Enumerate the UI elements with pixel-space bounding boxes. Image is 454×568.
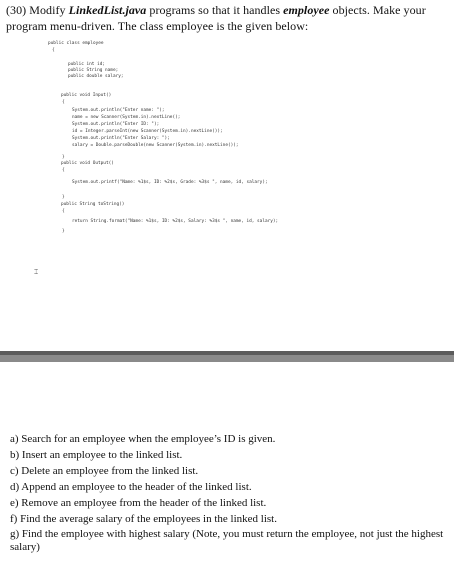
class-keyword: employee: [283, 3, 330, 17]
code-line: public int id;: [68, 62, 106, 67]
code-line: {: [62, 209, 65, 214]
code-line: id = Integer.parseInt(new Scanner(System.in).nextLine());: [72, 129, 223, 134]
question-number: (30): [6, 3, 27, 17]
code-line: return String.format("Name: %1$s, ID: %2$s, Salary: %3$s ", name, id, salary);: [72, 219, 279, 224]
code-line: public void Input(): [61, 93, 112, 98]
code-line: }: [62, 195, 65, 200]
code-line: public String name;: [68, 68, 119, 73]
task-item-d: d) Append an employee to the header of the linked list.: [10, 481, 252, 493]
task-item-a: a) Search for an employee when the employee’s ID is given.: [10, 433, 276, 445]
code-block: [0, 0, 454, 270]
code-line: System.out.println("Enter Salary: ");: [72, 136, 170, 141]
code-line: {: [52, 48, 55, 53]
code-line: System.out.println("Enter ID: ");: [72, 122, 160, 127]
code-line: System.out.println("Enter name: ");: [72, 108, 165, 113]
task-item-f: f) Find the average salary of the employees in the linked list.: [10, 513, 277, 525]
code-line: public void Output(): [61, 161, 114, 166]
task-item-b: b) Insert an employee to the linked list.: [10, 449, 183, 461]
code-line: }: [62, 229, 65, 234]
code-line: salary = Double.parseDouble(new Scanner(System.in).nextLine());: [72, 143, 239, 148]
question-text-3: objects. Make your program menu-driven. The class employee is the given below:: [6, 3, 426, 33]
code-line: }: [62, 155, 65, 160]
question-text-1: Modify: [26, 3, 69, 17]
code-line: public double salary;: [68, 74, 124, 79]
file-name: LinkedList.java: [68, 3, 147, 17]
code-line: public String toString(): [61, 202, 125, 207]
code-line: public class employee: [48, 41, 104, 46]
code-line: System.out.printf("Name: %1$s, ID: %2$s, Grade: %3$s ", name, id, salary);: [72, 180, 268, 185]
task-item-e: e) Remove an employee from the header of the linked list.: [10, 497, 267, 509]
question-text-2: programs so that it handles: [146, 3, 284, 17]
divider-band: [0, 355, 454, 362]
code-line: {: [62, 168, 65, 173]
code-line: name = new Scanner(System.in).nextLine();: [72, 115, 181, 120]
task-item-g: g) Find the employee with highest salary (Note, you must return the employee, not just the highest salary): [10, 528, 444, 553]
task-item-c: c) Delete an employee from the linked list.: [10, 465, 199, 477]
code-line: {: [62, 100, 65, 105]
text-cursor-icon: ⌶: [34, 268, 39, 276]
task-list: [10, 431, 450, 554]
